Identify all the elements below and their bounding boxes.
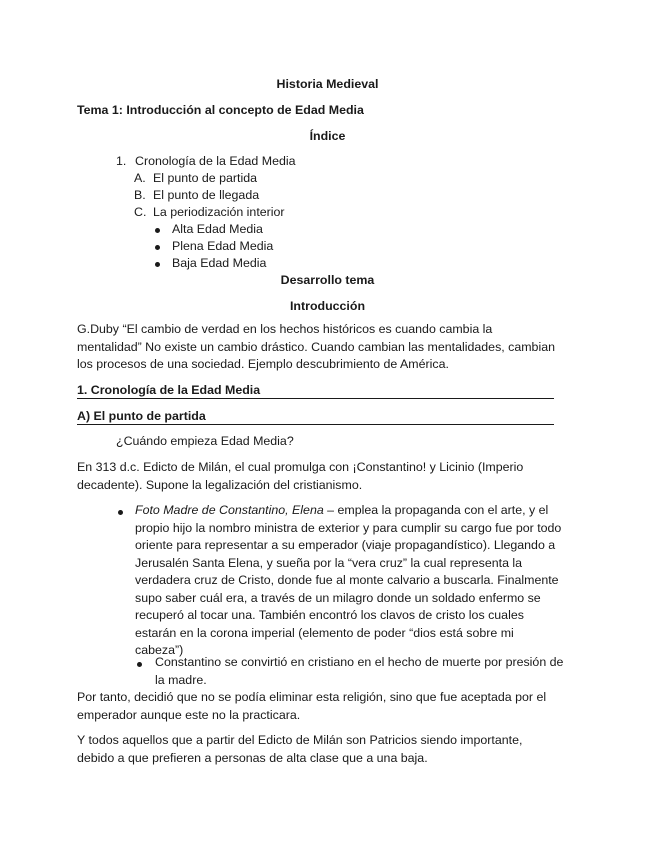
- intro-line: mentalidad” No existe un cambio drástico. Cuando cambian las mentalidades, cambian: [77, 339, 555, 354]
- elena-line: Jerusalén Santa Elena, y sueña por la “vera cruz” la cual representa la: [135, 555, 523, 570]
- constantino-line: la madre.: [155, 672, 207, 687]
- milan-line: En 313 d.c. Edicto de Milán, el cual promulga con ¡Constantino! y Licinio (Imperio: [77, 460, 524, 474]
- sectionA-heading: A) El punto de partida: [77, 409, 554, 425]
- intro-line: G.Duby “El cambio de verdad en los hechos históricos es cuando cambia la: [77, 322, 493, 336]
- elena-line: verdadera cruz de Cristo, donde fue al monte calvario a buscarla. Finalmente: [135, 573, 559, 587]
- index-sub-punto-llegada: El punto de llegada: [153, 188, 260, 202]
- index-heading: Índice: [309, 129, 346, 143]
- bullet-icon: [137, 662, 142, 667]
- elena-line: estarán en la corona imperial (elemento de poder “dios está sobre mi: [135, 625, 514, 640]
- index-item-cronologia: Cronología de la Edad Media: [135, 154, 296, 168]
- question-text: ¿Cuándo empieza Edad Media?: [116, 434, 294, 448]
- milan-line: decadente). Supone la legalización del cristianismo.: [77, 477, 363, 492]
- section1-heading: 1. Cronología de la Edad Media: [77, 383, 554, 399]
- intro-paragraph: [77, 321, 577, 374]
- elena-first-line: [135, 502, 580, 520]
- elena-photo-caption: Foto Madre de Constantino, Elena: [135, 503, 324, 517]
- elena-line: cabeza”): [135, 643, 184, 657]
- elena-line: oriente para representar a su emperador (viaje propagandístico). Llegando a: [135, 538, 556, 552]
- index-sub-letter: A.: [134, 171, 146, 185]
- elena-first-rest: – emplea la propaganda con el arte, y el: [323, 503, 549, 517]
- topic-title: Tema 1: Introducción al concepto de Edad Media: [77, 103, 364, 117]
- index-sub-letter: B.: [134, 188, 146, 202]
- index-bullet-baja: Baja Edad Media: [172, 256, 267, 270]
- portanto-line: emperador aunque este no la practicara.: [77, 707, 301, 722]
- index-sub-periodizacion: La periodización interior: [153, 205, 285, 219]
- portanto-line: Por tanto, decidió que no se podía eliminar esta religión, sino que fue aceptada por el: [77, 690, 547, 704]
- index-sub-letter: C.: [134, 205, 147, 219]
- elena-paragraph: [135, 502, 580, 660]
- intro-line: los procesos de una sociedad. Ejemplo descubrimiento de América.: [77, 357, 449, 371]
- index-bullet-alta: Alta Edad Media: [172, 222, 263, 236]
- elena-line: propio hijo la nombro ministra de exterior y para cumplir su cargo fue por todo: [135, 520, 562, 535]
- bullet-icon: [118, 510, 123, 515]
- index-item-number: 1.: [116, 154, 127, 168]
- intro-heading: Introducción: [289, 299, 366, 313]
- bullet-icon: [155, 262, 160, 267]
- portanto-paragraph: [77, 689, 577, 724]
- course-title: Historia Medieval: [276, 77, 379, 91]
- development-heading: Desarrollo tema: [280, 273, 375, 287]
- elena-line: recuperó al tocar una. También encontró los clavos de cristo los cuales: [135, 608, 524, 622]
- constantino-paragraph: [155, 654, 585, 689]
- bullet-icon: [155, 228, 160, 233]
- patricios-paragraph: [77, 732, 577, 767]
- elena-line: supo saber cuál era, a través de un milagro donde un soldado enfermo se: [135, 590, 541, 605]
- index-bullet-plena: Plena Edad Media: [172, 239, 274, 253]
- milan-paragraph: [77, 459, 577, 494]
- patricios-line: debido a que prefieren a personas de alta clase que a una baja.: [77, 750, 428, 765]
- bullet-icon: [155, 245, 160, 250]
- patricios-line: Y todos aquellos que a partir del Edicto de Milán son Patricios siendo importante,: [77, 733, 523, 747]
- constantino-line: Constantino se convirtió en cristiano en el hecho de muerte por presión de: [155, 655, 564, 669]
- index-sub-punto-partida: El punto de partida: [153, 171, 258, 185]
